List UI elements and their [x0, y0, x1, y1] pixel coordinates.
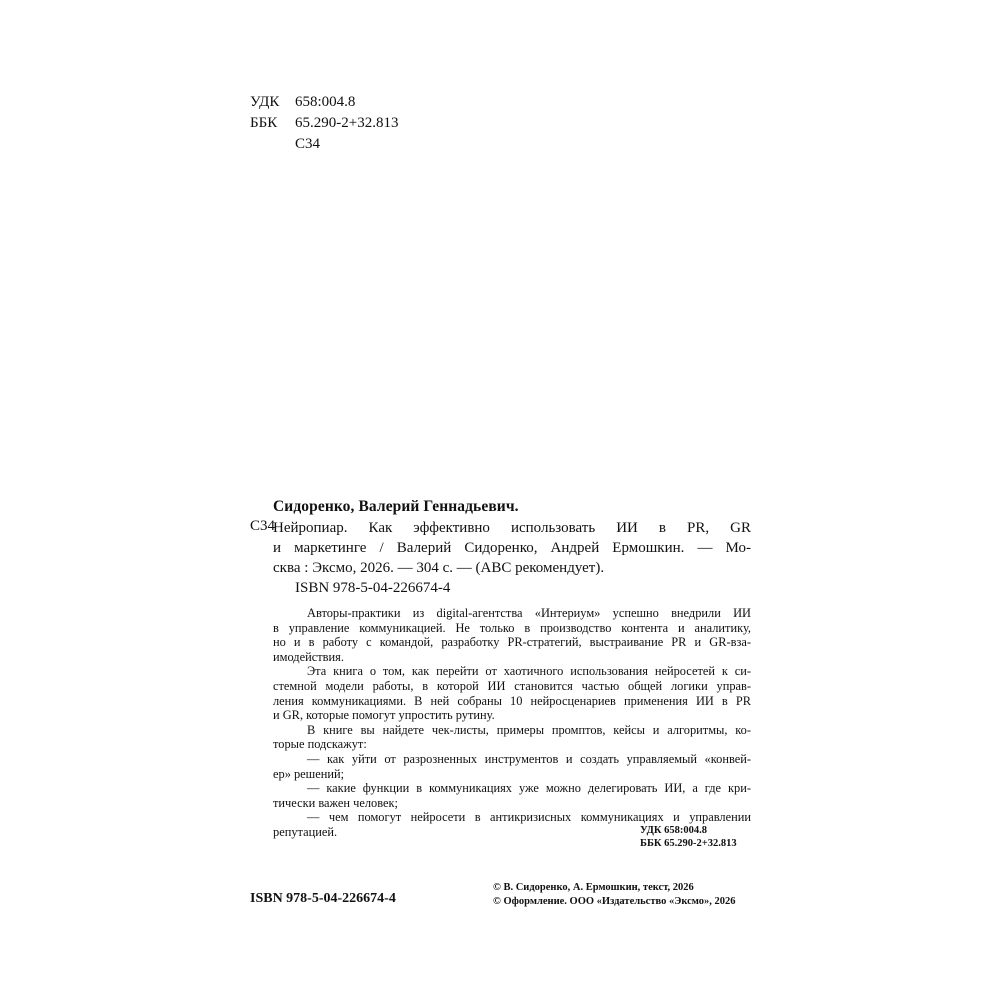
annotation-line: — чем помогут нейросети в антикризисных коммуникациях и управлении — [307, 810, 751, 825]
author-mark-top: С34 — [295, 136, 321, 152]
udk-row — [250, 92, 398, 113]
description-line: сква : Эксмо, 2026. — 304 с. — (ABC рекомендует). — [273, 560, 605, 576]
udk-small: УДК 658:004.8 — [640, 825, 707, 836]
annotation-line: тически важен человек; — [273, 795, 398, 810]
classification-small — [640, 824, 737, 850]
annotation-line: но и в работу с командой, разработку PR-стратегий, выстраивание PR и GR-вза- — [273, 635, 751, 650]
annotation-line: ления коммуникациями. В ней собраны 10 нейросценариев применения ИИ в PR — [273, 693, 751, 708]
annotation-line: имодействия. — [273, 649, 344, 664]
author-heading: Сидоренко, Валерий Геннадьевич. — [273, 498, 519, 515]
annotation-line: торые подскажут: — [273, 737, 367, 752]
classification-block — [250, 92, 398, 155]
bbk-row — [250, 113, 398, 134]
udk-value: 658:004.8 — [295, 94, 356, 110]
bibliographic-description — [273, 518, 751, 578]
annotation-line: Авторы-практики из digital-агентства «Интериум» успешно внедрили ИИ — [307, 606, 751, 620]
description-line: Нейропиар. Как эффективно использовать ИИ в PR, GR — [273, 520, 751, 536]
bbk-value: 65.290-2+32.813 — [295, 115, 399, 131]
isbn-bold: ISBN 978-5-04-226674-4 — [250, 891, 396, 906]
annotation — [273, 606, 751, 840]
annotation-line: Эта книга о том, как перейти от хаотичного использования нейросетей к си- — [307, 664, 751, 679]
annotation-line: ер» решений; — [273, 766, 345, 781]
author-mark-row — [250, 134, 398, 155]
copyright-block — [493, 881, 736, 909]
copyright-text: © В. Сидоренко, А. Ермошкин, текст, 2026 — [493, 882, 694, 893]
author-mark-left: С34 — [250, 518, 276, 534]
description-line: и маркетинге / Валерий Сидоренко, Андрей Ермошкин. — Мо- — [273, 540, 751, 556]
annotation-line: в управление коммуникацией. Не только в производство контента и аналитику, — [273, 620, 751, 635]
annotation-line: — какие функции в коммуникациях уже можно делегировать ИИ, а где кри- — [307, 781, 751, 796]
annotation-line: репутацией. — [273, 824, 338, 839]
bbk-small: ББК 65.290-2+32.813 — [640, 838, 737, 849]
udk-label: УДК — [250, 94, 280, 110]
annotation-line: — как уйти от разрозненных инструментов и создать управляемый «конвей- — [307, 751, 751, 766]
isbn-record: ISBN 978-5-04-226674-4 — [295, 580, 451, 596]
annotation-line: и GR, которые помогут упростить рутину. — [273, 708, 495, 723]
annotation-line: стемной модели работы, в которой ИИ становится частью общей логики управ- — [273, 678, 751, 693]
bbk-label: ББК — [250, 115, 278, 131]
annotation-line: В книге вы найдете чек-листы, примеры промптов, кейсы и алгоритмы, ко- — [307, 722, 751, 737]
copyright-design: © Оформление. ООО «Издательство «Эксмо», 2026 — [493, 896, 736, 907]
